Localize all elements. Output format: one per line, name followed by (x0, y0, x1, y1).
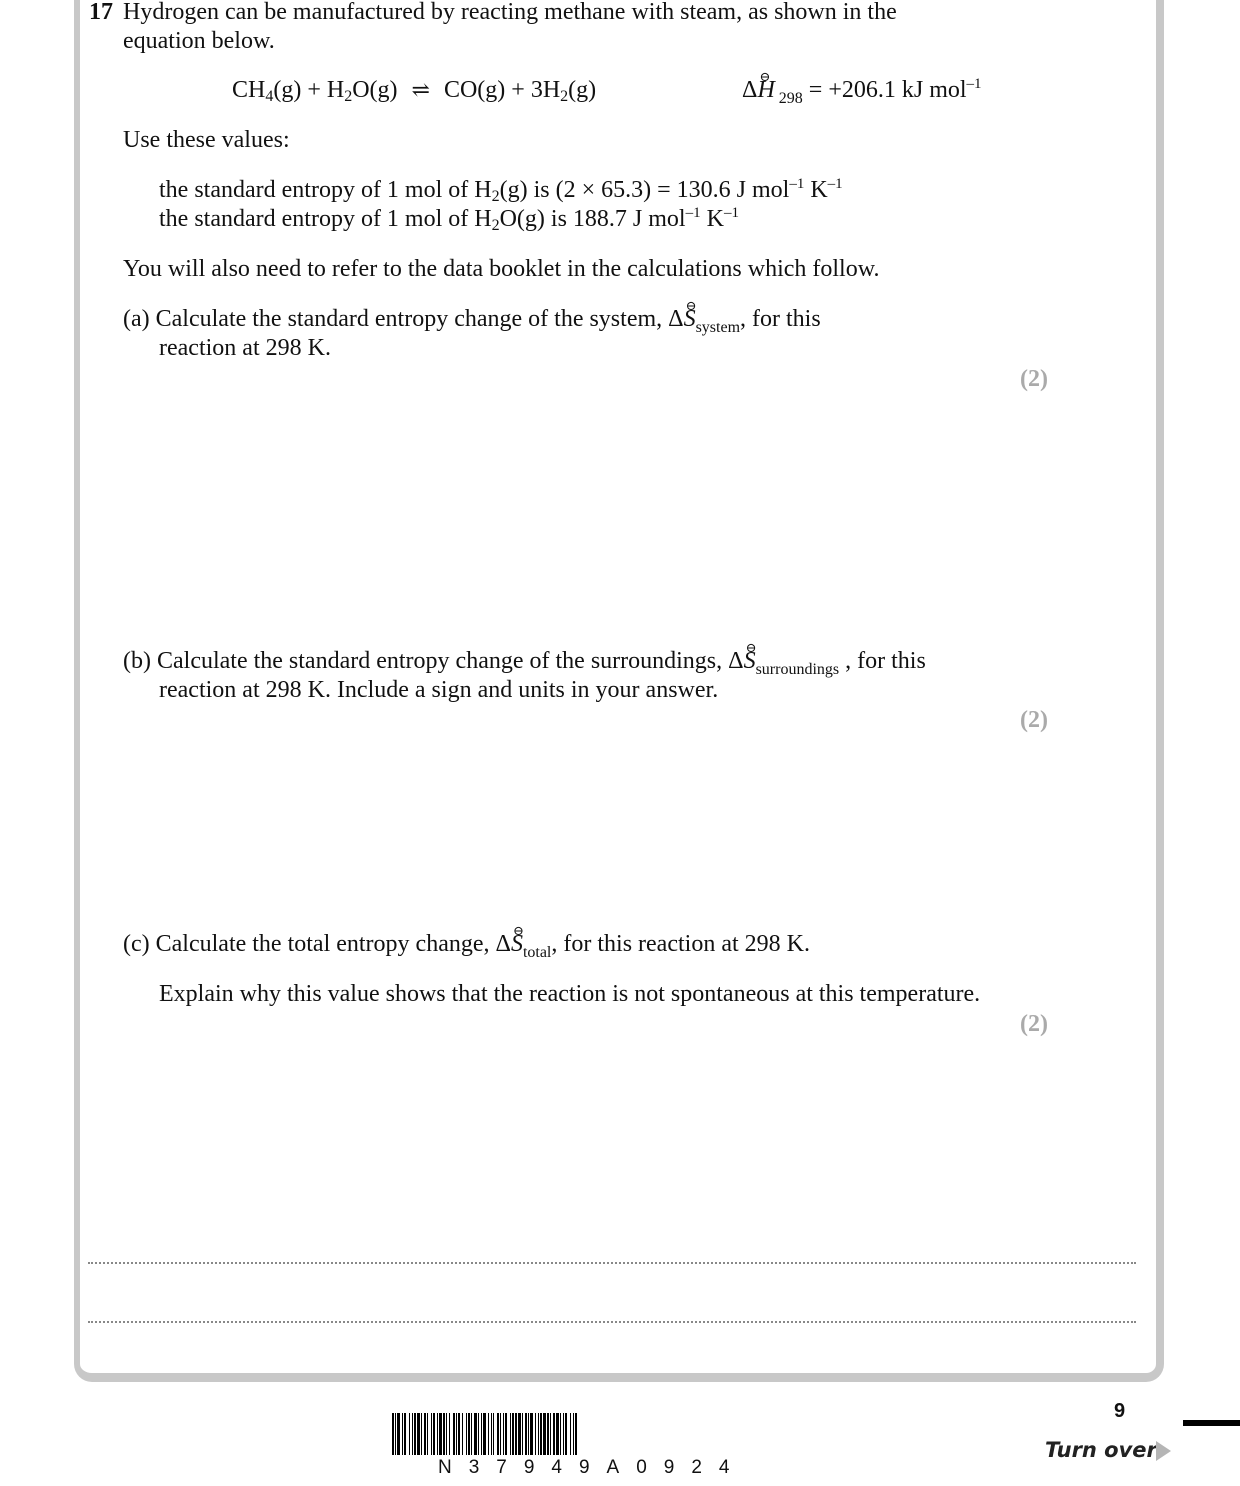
part-a-line1: (a) Calculate the standard entropy change of the system, ΔS $⊖_{system}$, for this (123, 305, 821, 333)
part-c-line1: (c) Calculate the total entropy change, ΔS $⊖_{total}$, for this reaction at 298 K. (123, 930, 810, 958)
turn-over-label: Turn over (1045, 1438, 1157, 1462)
barcode-text: N37949A0924 (438, 1457, 747, 1478)
barcode (392, 1413, 844, 1455)
value-h2o: the standard entropy of 1 mol of $H_2O(g)$ is 188.7 J mol$^{-1}$ $K^{-1}$ (159, 205, 739, 234)
equation: $CH_4(g) + H_2O(g)$ ⇌ $CO(g) + 3H_2(g)$ (232, 77, 597, 105)
use-values-heading: Use these values: (123, 127, 290, 153)
data-booklet-note: You will also need to refer to the data booklet in the calculations which follow. (123, 256, 880, 282)
part-a-marks: (2) (1020, 366, 1048, 392)
value-h2: the standard entropy of 1 mol of $H_2(g)$ is (2 × 65.3) = 130.6 J mol$^{-1}$ $K^{-1}$ (159, 176, 843, 205)
part-b-marks: (2) (1020, 707, 1048, 733)
answer-line[interactable] (88, 1321, 1136, 1323)
page-number: 9 (1114, 1400, 1126, 1422)
part-a-line2: reaction at 298 K. (159, 335, 331, 361)
question-intro-1: Hydrogen can be manufactured by reacting methane with steam, as shown in the (123, 0, 897, 25)
part-c-marks: (2) (1020, 1011, 1048, 1037)
question-number: 17 (89, 0, 113, 25)
answer-line[interactable] (88, 1262, 1136, 1264)
part-b-line2: reaction at 298 K. Include a sign and units in your answer. (159, 677, 719, 703)
part-c-line2: Explain why this value shows that the reaction is not spontaneous at this temperature. (159, 981, 981, 1007)
part-b-line1: (b) Calculate the standard entropy change of the surroundings, ΔS $⊖_{surroundings}$ , for this (123, 647, 926, 675)
enthalpy-change: ΔH ⊖ $_{298}$ = +206.1 kJ mol$^{-1}$ (742, 76, 982, 104)
turn-over-arrow-icon (1156, 1441, 1171, 1461)
question-intro-2: equation below. (123, 28, 275, 54)
equilibrium-arrow-icon: ⇌ (411, 77, 430, 102)
edge-rule (1183, 1420, 1240, 1426)
